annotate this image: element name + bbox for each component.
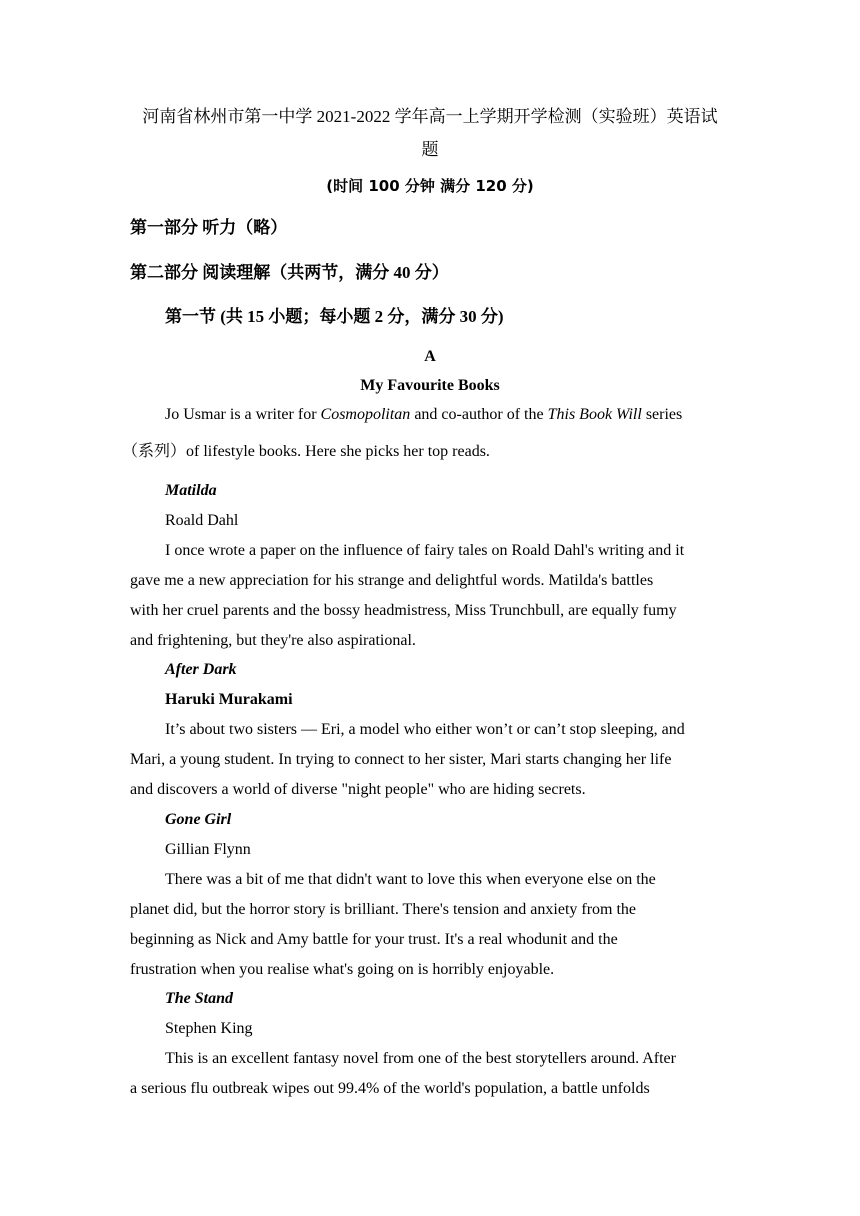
- intro-text: and co-author of the: [410, 406, 548, 423]
- passage-title: My Favourite Books: [360, 377, 500, 394]
- time-info: (时间 100 分钟 满分 120 分): [326, 177, 534, 195]
- book-text-line: Mari, a young student. In trying to connect to her sister, Mari starts changing her life: [130, 751, 672, 768]
- book-text-line: planet did, but the horror story is brilliant. There's tension and anxiety from the: [130, 901, 637, 918]
- section1-heading: 第一节 (共 15 小题；每小题 2 分，满分 30 分): [165, 307, 504, 326]
- book-text-line: a serious flu outbreak wipes out 99.4% of the world's population, a battle unfolds: [130, 1080, 650, 1097]
- intro-text: of lifestyle books. Here she picks her top reads.: [186, 443, 490, 460]
- book-text-line: There was a bit of me that didn't want to love this when everyone else on the: [165, 871, 656, 888]
- book-title: Gone Girl: [165, 811, 232, 828]
- exam-title-line1: 河南省林州市第一中学 2021-2022 学年高一上学期开学检测（实验班）英语试: [142, 107, 718, 126]
- book-title: Matilda: [165, 482, 217, 499]
- book-text-line: I once wrote a paper on the influence of fairy tales on Roald Dahl's writing and it: [165, 542, 685, 559]
- intro-line-1: [165, 405, 682, 425]
- intro-chinese-gloss: （系列）: [122, 441, 187, 460]
- magazine-name: Cosmopolitan: [320, 406, 411, 423]
- book-author: Haruki Murakami: [165, 691, 293, 708]
- intro-line-2: [122, 441, 490, 462]
- book-text-line: with her cruel parents and the bossy headmistress, Miss Trunchbull, are equally fumy: [130, 602, 677, 619]
- passage-label: A: [424, 348, 436, 365]
- intro-text: Jo Usmar is a writer for: [165, 406, 321, 423]
- book-text-line: It’s about two sisters — Eri, a model who either won’t or can’t stop sleeping, and: [165, 721, 685, 738]
- book-text-line: beginning as Nick and Amy battle for your trust. It's a real whodunit and the: [130, 931, 618, 948]
- book-text-line: frustration when you realise what's going on is horribly enjoyable.: [130, 961, 555, 978]
- part1-heading: 第一部分 听力（略）: [130, 218, 288, 237]
- book-title: The Stand: [165, 990, 234, 1007]
- book-text-line: gave me a new appreciation for his strange and delightful words. Matilda's battles: [130, 572, 654, 589]
- book-author: Gillian Flynn: [165, 841, 251, 858]
- book-text-line: This is an excellent fantasy novel from one of the best storytellers around. After: [165, 1050, 676, 1067]
- book-text-line: and frightening, but they're also aspirational.: [130, 632, 416, 649]
- book-author: Stephen King: [165, 1020, 253, 1037]
- series-name: This Book Will: [547, 406, 642, 423]
- book-text-line: and discovers a world of diverse "night people" who are hiding secrets.: [130, 781, 586, 798]
- intro-text: series: [641, 406, 683, 423]
- book-author: Roald Dahl: [165, 512, 239, 529]
- exam-title-line2: 题: [421, 140, 439, 159]
- part2-heading: 第二部分 阅读理解（共两节，满分 40 分）: [130, 263, 449, 282]
- book-title: After Dark: [165, 661, 237, 678]
